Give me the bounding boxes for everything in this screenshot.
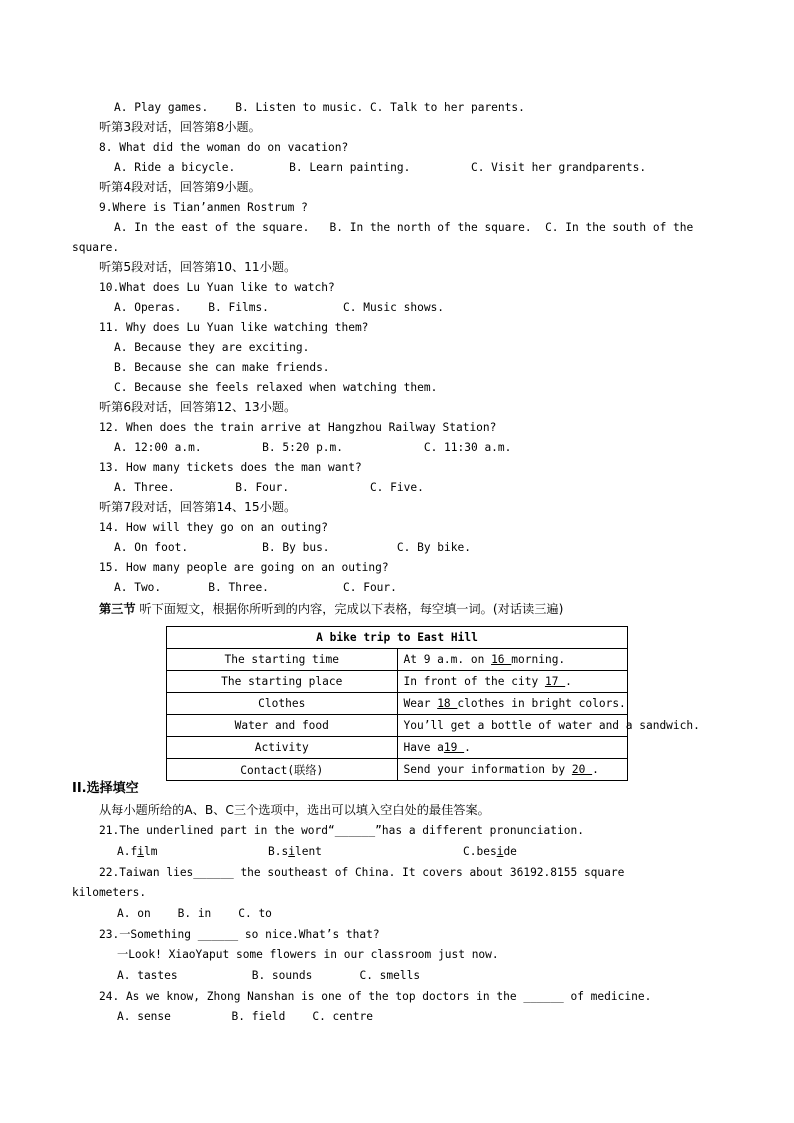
- section-3-label: 第三节: [99, 602, 136, 616]
- table-title-row: [167, 627, 628, 649]
- question-24: 24. As we know, Zhong Nanshan is one of the top doctors in the ______ of medicine.: [99, 990, 652, 1003]
- table-row: [167, 759, 628, 781]
- q9-options: A. In the east of the square. B. In the north of the square. C. In the south of the: [114, 221, 694, 234]
- q10-options: A. Operas. B. Films. C. Music shows.: [114, 301, 445, 314]
- table-row: [167, 737, 628, 759]
- q23-options: A. tastes B. sounds C. smells: [117, 969, 421, 982]
- q11-option-c: C. Because she feels relaxed when watching them.: [114, 381, 438, 394]
- question-23: 23.一Something ______ so nice.What’s that?: [99, 928, 380, 941]
- answer-blank-16: 16: [491, 653, 512, 666]
- q12-options: A. 12:00 a.m. B. 5:20 p.m. C. 11:30 a.m.: [114, 441, 512, 454]
- table-row: [167, 671, 628, 693]
- section-instruction: 听第6段对话，回答第12、13小题。: [99, 400, 297, 414]
- section-3-heading: [99, 602, 563, 616]
- q7-options: A. Play games. B. Listen to music. C. Talk to her parents.: [114, 101, 525, 114]
- q9-options-cont: square.: [72, 241, 120, 254]
- question-23-reply: 一Look! XiaoYaput some flowers in our classroom just now.: [117, 948, 499, 961]
- q21-option-c: C.beside: [463, 845, 517, 858]
- q11-option-b: B. Because she can make friends.: [114, 361, 330, 374]
- q15-options: A. Two. B. Three. C. Four.: [114, 581, 397, 594]
- section-3-instruction: 听下面短文，根据你所听到的内容，完成以下表格，每空填一词。(对话读三遍): [135, 602, 564, 616]
- question-11: 11. Why does Lu Yuan like watching them?: [99, 321, 369, 334]
- section-instruction: 听第4段对话，回答第9小题。: [99, 180, 261, 194]
- row-content: You’ll get a bottle of water and a sandwich.: [397, 715, 628, 737]
- question-21: 21.The underlined part in the word“______”has a different pronunciation.: [99, 824, 584, 837]
- table-row: [167, 715, 628, 737]
- question-8: 8. What did the woman do on vacation?: [99, 141, 349, 154]
- section-instruction: 听第3段对话，回答第8小题。: [99, 120, 261, 134]
- row-content: Wear 18 clothes in bright colors.: [397, 693, 628, 715]
- row-label: Activity: [167, 737, 398, 759]
- question-10: 10.What does Lu Yuan like to watch?: [99, 281, 335, 294]
- answer-blank-17: 17: [544, 675, 566, 688]
- table-title: A bike trip to East Hill: [167, 627, 628, 649]
- part-2-heading: II.选择填空: [72, 781, 139, 796]
- trip-table: [166, 626, 700, 781]
- section-instruction: 听第7段对话，回答第14、15小题。: [99, 500, 297, 514]
- part-2-instruction: 从每小题所给的A、B、C三个选项中，选出可以填入空白处的最佳答案。: [99, 803, 490, 817]
- row-content: Send your information by 20 .: [397, 759, 628, 781]
- q24-options: A. sense B. field C. centre: [117, 1010, 373, 1023]
- question-13: 13. How many tickets does the man want?: [99, 461, 362, 474]
- q13-options: A. Three. B. Four. C. Five.: [114, 481, 424, 494]
- row-label: Contact(联络): [167, 759, 398, 781]
- q11-option-a: A. Because they are exciting.: [114, 341, 310, 354]
- row-label: Clothes: [167, 693, 398, 715]
- row-label: Water and food: [167, 715, 398, 737]
- q21-option-a: A.film: [117, 845, 158, 858]
- answer-blank-19: 19: [443, 741, 465, 754]
- question-22: 22.Taiwan lies______ the southeast of China. It covers about 36192.8155 square: [99, 866, 625, 879]
- answer-blank-20: 20: [571, 763, 593, 776]
- table-row: [167, 693, 628, 715]
- q22-options: A. on B. in C. to: [117, 907, 272, 920]
- section-instruction: 听第5段对话，回答第10、11小题。: [99, 260, 297, 274]
- row-content: Have a19 .: [397, 737, 628, 759]
- row-content: At 9 a.m. on 16 morning.: [397, 649, 628, 671]
- row-label: The starting place: [167, 671, 398, 693]
- question-9: 9.Where is Tian’anmen Rostrum ?: [99, 201, 308, 214]
- question-12: 12. When does the train arrive at Hangzhou Railway Station?: [99, 421, 497, 434]
- q14-options: A. On foot. B. By bus. C. By bike.: [114, 541, 471, 554]
- q21-option-b: B.silent: [268, 845, 322, 858]
- question-15: 15. How many people are going on an outing?: [99, 561, 389, 574]
- table-row: [167, 649, 628, 671]
- answer-blank-18: 18: [437, 697, 458, 710]
- q8-options: A. Ride a bicycle. B. Learn painting. C. Visit her grandparents.: [114, 161, 647, 174]
- question-14: 14. How will they go on an outing?: [99, 521, 329, 534]
- row-label: The starting time: [167, 649, 398, 671]
- row-content: In front of the city 17 .: [397, 671, 628, 693]
- question-22-cont: kilometers.: [72, 886, 147, 899]
